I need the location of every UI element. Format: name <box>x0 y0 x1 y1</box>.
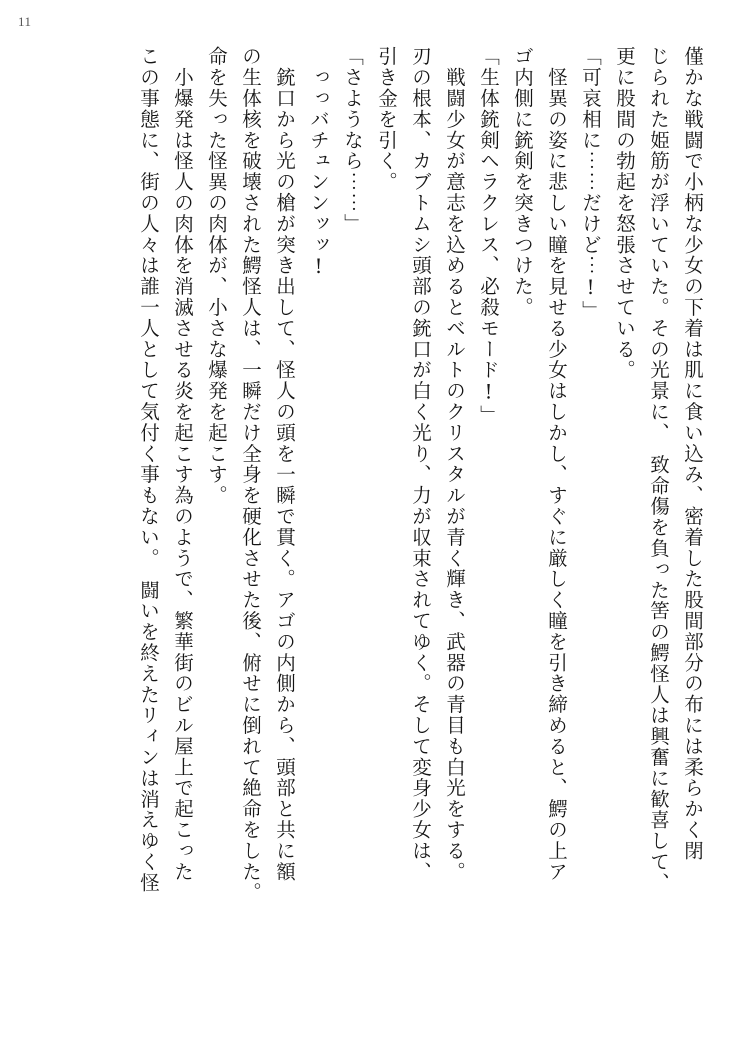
text-column: 更に股間の勃起を怒張させている。 <box>613 46 636 381</box>
text-column: 引き金を引く。 <box>375 46 398 193</box>
vertical-text-body <box>38 46 702 1020</box>
text-column: 「生体銃剣ヘラクレス、必殺モード!」 <box>477 46 500 426</box>
text-column: 怪異の姿に悲しい瞳を見せる少女はしかし、すぐに厳しく瞳を引き締めると、鰐の上ア <box>545 46 568 882</box>
text-column: 銃口から光の槍が突き出して、怪人の頭を一瞬で貫く。アゴの内側から、頭部と共に額 <box>273 46 296 882</box>
text-column: ゴ内側に銃剣を突きつけた。 <box>511 46 534 318</box>
text-column: 戦闘少女が意志を込めるとベルトのクリスタルが青く輝き、武器の青目も白光をする。 <box>443 46 466 882</box>
text-column: 小爆発は怪人の肉体を消滅させる炎を起こす為のようで、繁華街のビル屋上で起こった <box>171 46 194 882</box>
text-column: 刃の根本、カブトムシ頭部の銃口が白く光り、力が収束されてゆく。そして変身少女は、 <box>409 46 432 882</box>
text-column: の生体核を破壊された鰐怪人は、一瞬だけ全身を硬化させた後、俯せに倒れて絶命をした。 <box>239 46 262 903</box>
text-column: 命を失った怪異の肉体が、小さな爆発を起こす。 <box>205 46 228 506</box>
page-number: 11 <box>18 14 32 29</box>
text-column: 僅かな戦闘で小柄な少女の下着は肌に食い込み、密着した股間部分の布には柔らかく閉 <box>681 46 704 862</box>
text-column: この事態に、街の人々は誰一人として気付く事もない。 闘いを終えたリィンは消えゆく怪 <box>137 46 160 894</box>
text-column: じられた姫筋が浮いていた。その光景に、 致命傷を負った筈の鰐怪人は興奮に歓喜して、 <box>647 46 670 894</box>
text-column: っっバチュンンッッ! <box>307 46 330 280</box>
text-column: 「可哀相に⋯⋯だけど⋯!」 <box>579 46 602 322</box>
text-column: 「さようなら⋯⋯」 <box>341 46 364 235</box>
